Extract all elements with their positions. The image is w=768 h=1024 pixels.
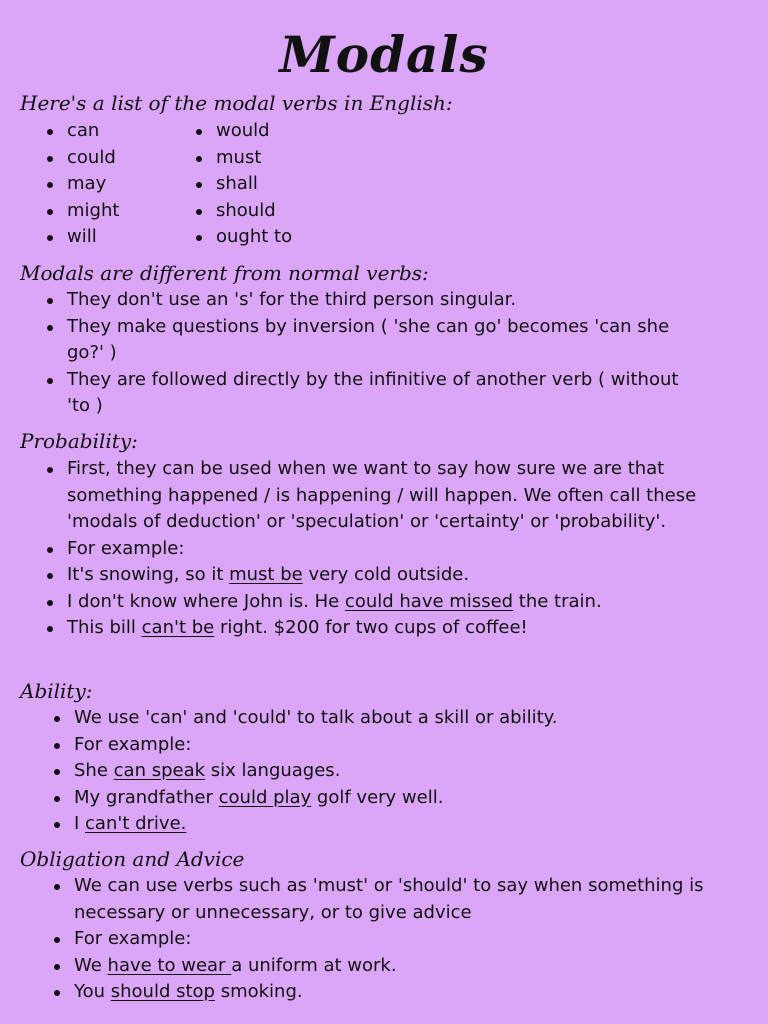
list-item: will bbox=[67, 224, 187, 251]
list-item: For example: bbox=[74, 926, 724, 953]
list-item: can bbox=[67, 118, 187, 145]
underlined-modal: could play bbox=[218, 786, 312, 808]
modal-list-column-1 bbox=[67, 118, 187, 251]
underlined-modal: could have missed bbox=[344, 590, 514, 612]
list-item: For example: bbox=[67, 536, 707, 563]
underlined-modal: have to wear bbox=[107, 954, 232, 976]
list-item: We use 'can' and 'could' to talk about a skill or ability. bbox=[74, 705, 714, 732]
example-item: We have to wear a uniform at work. bbox=[74, 953, 724, 980]
list-item: They are followed directly by the infinitive of another verb ( without 'to ) bbox=[67, 367, 707, 420]
list-item: should bbox=[216, 198, 376, 225]
modal-list-heading: Here's a list of the modal verbs in English: bbox=[20, 91, 453, 115]
underlined-modal: should stop bbox=[110, 981, 215, 1002]
list-item: might bbox=[67, 198, 187, 225]
list-item: ought to bbox=[216, 224, 376, 251]
underlined-modal: can't drive. bbox=[85, 813, 187, 834]
list-item: must bbox=[216, 145, 376, 172]
underlined-modal: can't be bbox=[141, 617, 215, 638]
example-item: This bill can't be right. $200 for two cups of coffee! bbox=[67, 615, 707, 642]
list-item: They make questions by inversion ( 'she can go' becomes 'can she go?' ) bbox=[67, 314, 707, 367]
ability-list bbox=[74, 705, 714, 838]
list-item: would bbox=[216, 118, 376, 145]
example-item: She can speak six languages. bbox=[74, 758, 714, 785]
modals-different-list bbox=[67, 287, 707, 420]
underlined-modal: must be bbox=[229, 564, 303, 585]
example-item: My grandfather could play golf very well. bbox=[74, 785, 714, 812]
underlined-modal: can speak bbox=[113, 760, 206, 781]
modals-different-heading: Modals are different from normal verbs: bbox=[20, 261, 429, 285]
obligation-list bbox=[74, 873, 724, 1006]
example-item: You should stop smoking. bbox=[74, 979, 724, 1006]
page-title: Modals bbox=[279, 25, 489, 84]
probability-heading: Probability: bbox=[20, 429, 138, 453]
probability-list bbox=[67, 456, 707, 642]
example-item: I don't know where John is. He could have missed the train. bbox=[67, 589, 707, 616]
example-item: It's snowing, so it must be very cold outside. bbox=[67, 562, 707, 589]
example-item: I can't drive. bbox=[74, 811, 714, 838]
list-item: shall bbox=[216, 171, 376, 198]
list-item: may bbox=[67, 171, 187, 198]
list-item: They don't use an 's' for the third person singular. bbox=[67, 287, 707, 314]
list-item: could bbox=[67, 145, 187, 172]
list-item: For example: bbox=[74, 732, 714, 759]
modal-list-column-2 bbox=[216, 118, 376, 251]
obligation-heading: Obligation and Advice bbox=[20, 847, 245, 871]
list-item: We can use verbs such as 'must' or 'should' to say when something is necessary or unnecessary, or to give advice bbox=[74, 873, 724, 926]
ability-heading: Ability: bbox=[20, 679, 93, 703]
list-item: First, they can be used when we want to say how sure we are that something happened / is happening / will happen. We often call these 'modals of deduction' or 'speculation' or 'certainty' or 'probability'. bbox=[67, 456, 707, 536]
